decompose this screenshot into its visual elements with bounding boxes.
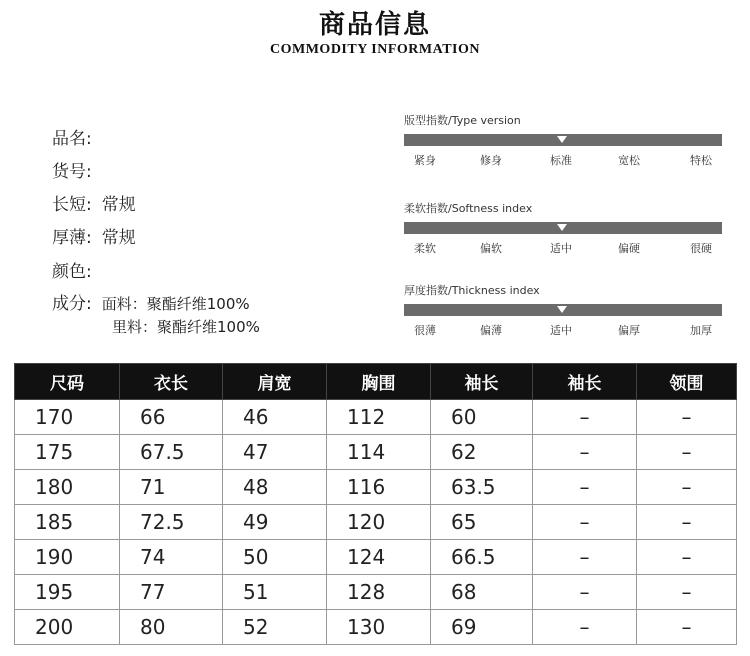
scale-title: 版型指数/Type version [404, 114, 521, 127]
cell-sleeve: 63.5 [431, 470, 533, 505]
scale-title: 厚度指数/Thickness index [404, 284, 540, 297]
thickness-label: 厚薄: [52, 228, 92, 248]
scale-labels [404, 240, 722, 256]
table-row [15, 470, 737, 505]
cell-shoulder: 47 [223, 435, 327, 470]
scale-title: 柔软指数/Softness index [404, 202, 533, 215]
scale-label: 紧身 [414, 154, 436, 167]
cell-sleeve-2: – [533, 505, 637, 540]
cell-chest: 128 [327, 575, 431, 610]
table-row [15, 610, 737, 645]
cell-collar: – [637, 610, 737, 645]
cell-size: 195 [15, 575, 120, 610]
header-sleeve-2: 袖长 [533, 364, 637, 400]
scale-label: 偏硬 [618, 242, 640, 255]
cell-sleeve: 68 [431, 575, 533, 610]
cell-chest: 112 [327, 400, 431, 435]
cell-collar: – [637, 470, 737, 505]
info-composition-row [52, 289, 250, 314]
cell-sleeve: 62 [431, 435, 533, 470]
info-thickness-row [52, 223, 136, 248]
scale-label: 特松 [690, 154, 712, 167]
cell-sleeve-2: – [533, 540, 637, 575]
header-collar: 领围 [637, 364, 737, 400]
scale-label: 很硬 [690, 242, 712, 255]
length-value: 常规 [101, 195, 136, 215]
scale-label: 标准 [550, 154, 572, 167]
cell-collar: – [637, 540, 737, 575]
cell-shoulder: 49 [223, 505, 327, 540]
cell-chest: 116 [327, 470, 431, 505]
page-subtitle: COMMODITY INFORMATION [270, 42, 480, 57]
cell-chest: 114 [327, 435, 431, 470]
header-length: 衣长 [120, 364, 223, 400]
cell-size: 185 [15, 505, 120, 540]
info-name-row [52, 124, 102, 149]
header-size: 尺码 [15, 364, 120, 400]
cell-sleeve-2: – [533, 435, 637, 470]
scale-label: 适中 [550, 242, 572, 255]
cell-sleeve-2: – [533, 575, 637, 610]
cell-size: 200 [15, 610, 120, 645]
cell-length: 71 [120, 470, 223, 505]
info-color-row [52, 257, 102, 282]
scale-label: 加厚 [690, 324, 712, 337]
scale-bar [404, 134, 722, 146]
cell-length: 80 [120, 610, 223, 645]
info-length-row [52, 190, 136, 215]
cell-shoulder: 50 [223, 540, 327, 575]
cell-shoulder: 51 [223, 575, 327, 610]
scale-marker-icon [557, 306, 567, 313]
cell-collar: – [637, 575, 737, 610]
scale-label: 修身 [480, 154, 502, 167]
cell-chest: 130 [327, 610, 431, 645]
composition-label: 成分: [52, 294, 92, 314]
scale-label: 适中 [550, 324, 572, 337]
name-label: 品名: [52, 129, 92, 149]
cell-sleeve: 69 [431, 610, 533, 645]
table-header-row [15, 364, 737, 400]
scale-label: 柔软 [414, 242, 436, 255]
scale-label: 偏薄 [480, 324, 502, 337]
cell-collar: – [637, 505, 737, 540]
cell-chest: 124 [327, 540, 431, 575]
size-table [14, 363, 737, 645]
scale-marker-icon [557, 136, 567, 143]
header-sleeve: 袖长 [431, 364, 533, 400]
cell-chest: 120 [327, 505, 431, 540]
softness-scale [404, 200, 722, 256]
thickness-scale [404, 282, 722, 338]
cell-length: 77 [120, 575, 223, 610]
cell-sleeve-2: – [533, 470, 637, 505]
scale-label: 偏软 [480, 242, 502, 255]
cell-length: 74 [120, 540, 223, 575]
cell-sleeve-2: – [533, 610, 637, 645]
cell-sleeve: 66.5 [431, 540, 533, 575]
length-label: 长短: [52, 195, 92, 215]
cell-shoulder: 48 [223, 470, 327, 505]
cell-sleeve: 65 [431, 505, 533, 540]
cell-length: 72.5 [120, 505, 223, 540]
type-version-scale [404, 112, 722, 168]
cell-size: 175 [15, 435, 120, 470]
cell-size: 170 [15, 400, 120, 435]
scale-labels [404, 152, 722, 168]
cell-length: 67.5 [120, 435, 223, 470]
cell-shoulder: 46 [223, 400, 327, 435]
scale-label: 很薄 [414, 324, 436, 337]
scale-label: 偏厚 [618, 324, 640, 337]
scale-labels [404, 322, 722, 338]
cell-size: 180 [15, 470, 120, 505]
cell-shoulder: 52 [223, 610, 327, 645]
cell-sleeve-2: – [533, 400, 637, 435]
scale-label: 宽松 [618, 154, 640, 167]
cell-length: 66 [120, 400, 223, 435]
cell-size: 190 [15, 540, 120, 575]
scale-bar [404, 222, 722, 234]
fabric-value: 面料：聚酯纤维100% [101, 295, 250, 313]
color-label: 颜色: [52, 262, 92, 282]
cell-collar: – [637, 400, 737, 435]
scale-marker-icon [557, 224, 567, 231]
table-row [15, 540, 737, 575]
cell-sleeve: 60 [431, 400, 533, 435]
page-title: 商品信息 [318, 10, 431, 40]
table-row [15, 505, 737, 540]
table-row [15, 400, 737, 435]
scale-bar [404, 304, 722, 316]
header-chest: 胸围 [327, 364, 431, 400]
item-no-label: 货号: [52, 162, 92, 182]
cell-collar: – [637, 435, 737, 470]
thickness-value: 常规 [101, 228, 136, 248]
info-lining-row [112, 316, 260, 337]
lining-value: 里料：聚酯纤维100% [112, 318, 260, 336]
table-row [15, 435, 737, 470]
header-shoulder: 肩宽 [223, 364, 327, 400]
info-item-no-row [52, 157, 102, 182]
table-row [15, 575, 737, 610]
